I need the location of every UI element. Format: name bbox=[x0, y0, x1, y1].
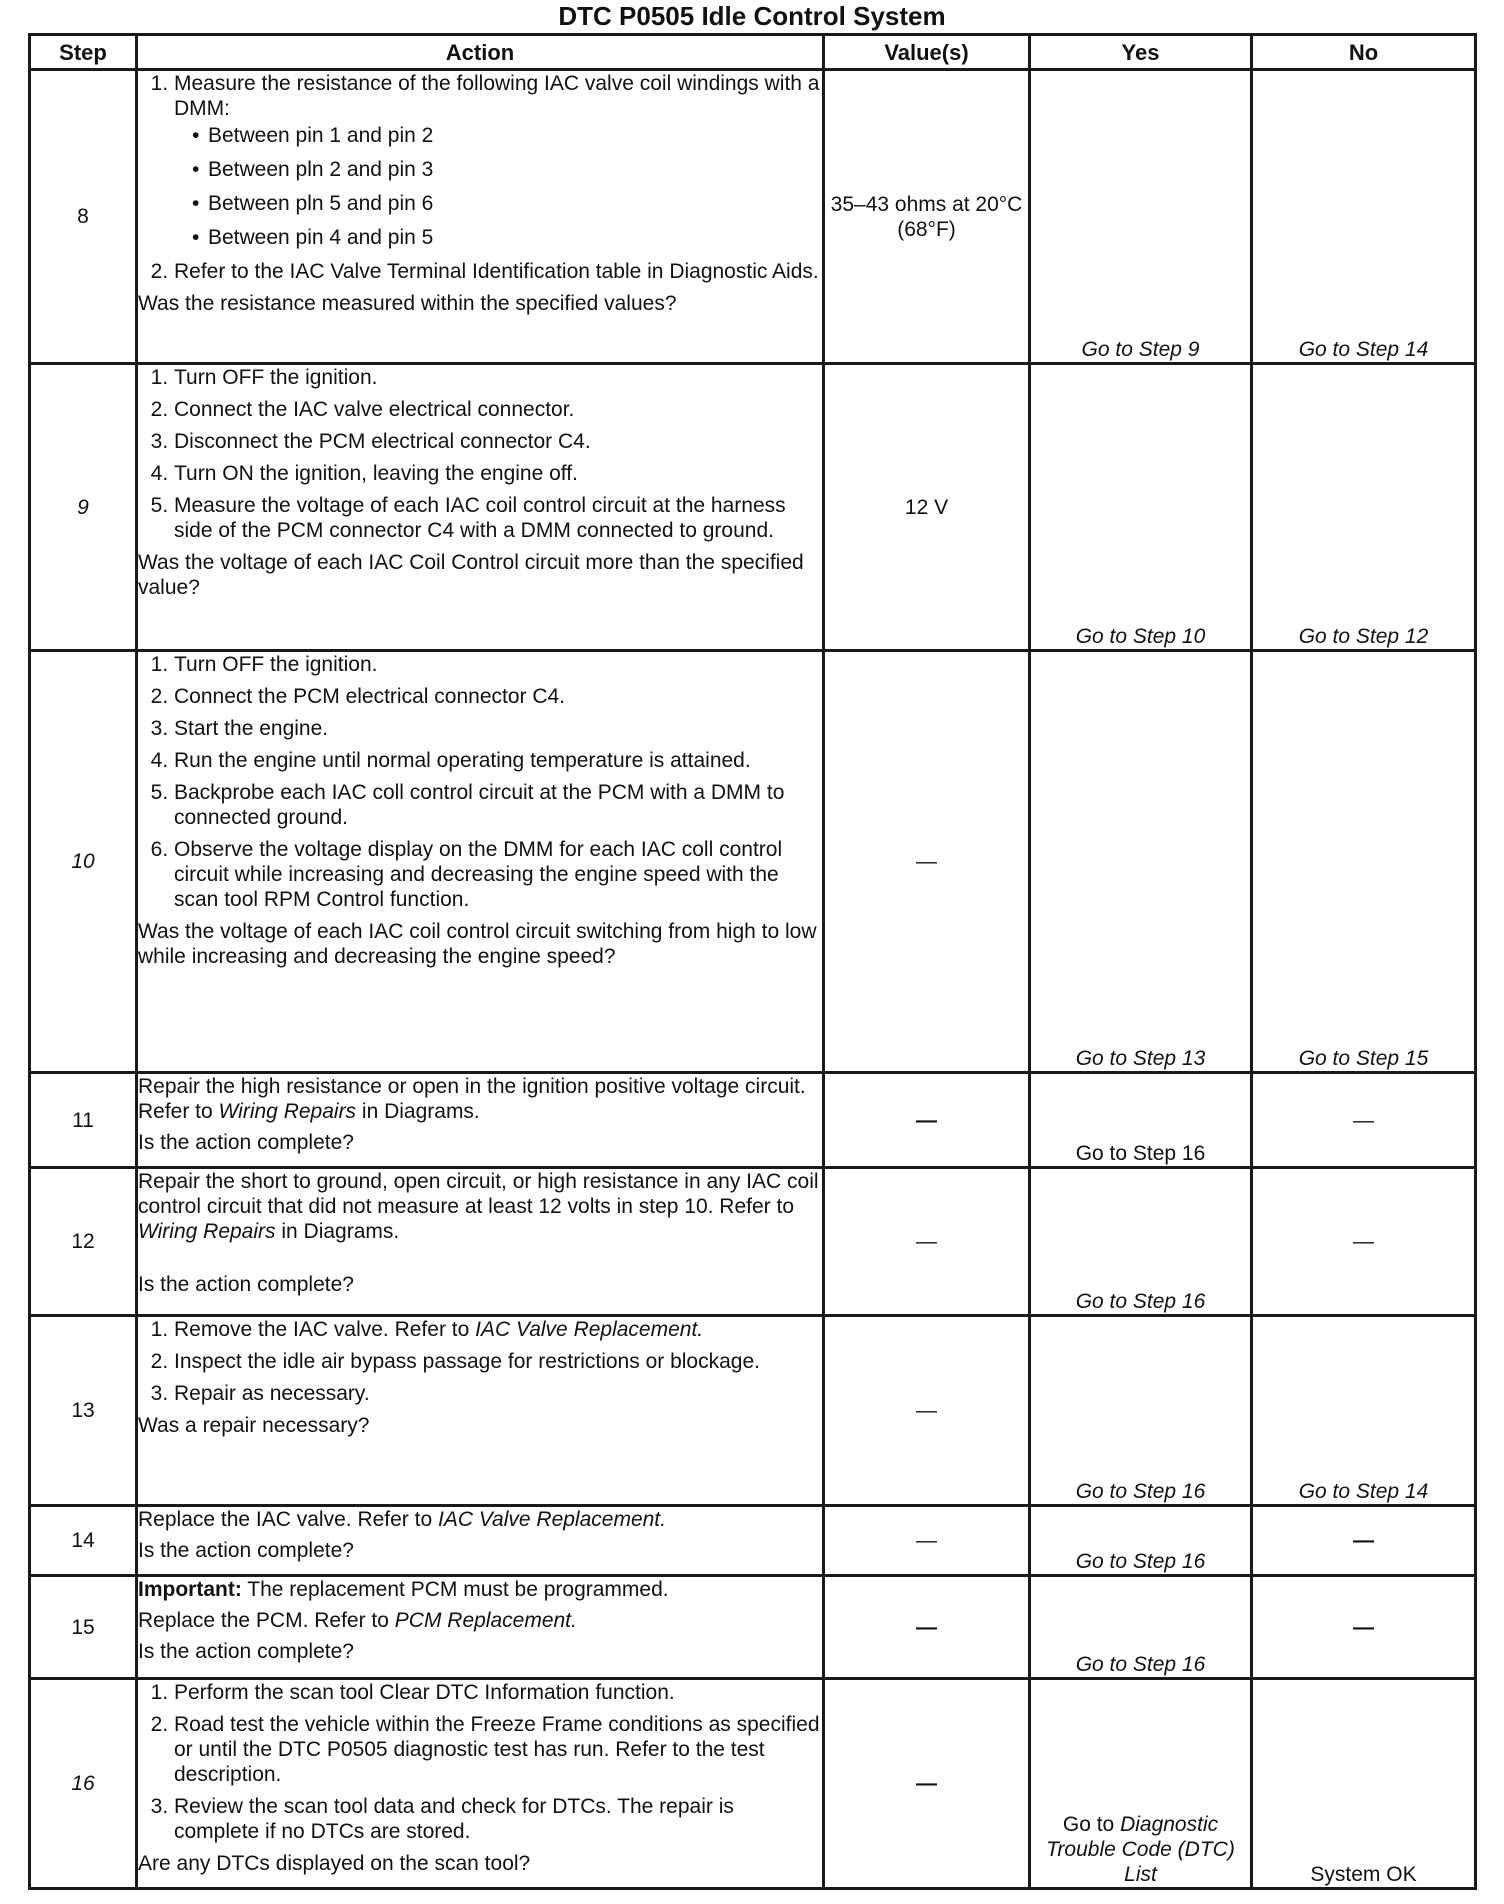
action-item: 4. Run the engine until normal operating temperature is attained. bbox=[174, 748, 822, 773]
value-cell: — bbox=[824, 1679, 1030, 1889]
action-question: Was a repair necessary? bbox=[138, 1414, 370, 1437]
value-cell: — bbox=[824, 1506, 1030, 1576]
step-number: 13 bbox=[30, 1316, 137, 1506]
action-cell bbox=[137, 651, 824, 1073]
table-row bbox=[30, 1316, 1476, 1506]
action-cell: Repair the short to ground, open circuit, or high resistance in any IAC coil control circuit that did not measure at least 12 volts in step 10. Refer to Wiring Repairs in Diagrams. Is the action complete? bbox=[137, 1168, 824, 1316]
no-cell: — bbox=[1252, 1168, 1476, 1316]
action-cell: Repair the high resistance or open in the ignition positive voltage circuit. Refer to Wiring Repairs in Diagrams. Is the action complete? bbox=[137, 1073, 824, 1168]
yes-cell: Go to Step 16 bbox=[1030, 1316, 1252, 1506]
yes-cell: Go to Step 10 bbox=[1030, 364, 1252, 651]
table-row bbox=[30, 364, 1476, 651]
action-question: Is the action complete? bbox=[138, 1273, 354, 1296]
important-note: Important: The replacement PCM must be programmed. bbox=[138, 1578, 669, 1601]
action-item: 1. Turn OFF the ignition. bbox=[174, 365, 822, 390]
action-item: 1. Turn OFF the ignition. bbox=[174, 652, 822, 677]
header-no: No bbox=[1252, 35, 1476, 70]
action-cell: Important: The replacement PCM must be programmed. Replace the PCM. Refer to PCM Replacement. Is the action complete? bbox=[137, 1576, 824, 1679]
action-item: 5. Measure the voltage of each IAC coil control circuit at the harness side of the PCM connector C4 with a DMM connected to ground. bbox=[174, 493, 822, 543]
action-cell bbox=[137, 1316, 824, 1506]
action-cell bbox=[137, 1679, 824, 1889]
action-item: 3. Disconnect the PCM electrical connector C4. bbox=[174, 429, 822, 454]
value-cell: 12 V bbox=[824, 364, 1030, 651]
action-item: 2. Inspect the idle air bypass passage for restrictions or blockage. bbox=[174, 1349, 822, 1374]
action-item: 3. Review the scan tool data and check for DTCs. The repair is complete if no DTCs are stored. bbox=[174, 1794, 822, 1844]
step-number: 16 bbox=[30, 1679, 137, 1889]
action-cell bbox=[137, 70, 824, 364]
action-item: 1. Remove the IAC valve. Refer to IAC Valve Replacement. bbox=[174, 1317, 822, 1342]
action-item: 1. Measure the resistance of the following IAC valve coil windings with a DMM: • Between pin 1 and pin 2 • Between pln 2 and pin 3 • Between pln 5 and pin 6 • Between pin 4 and pin 5 bbox=[174, 71, 822, 250]
yes-cell: Go to Step 16 bbox=[1030, 1073, 1252, 1168]
no-cell: Go to Step 12 bbox=[1252, 364, 1476, 651]
action-cell: Replace the IAC valve. Refer to IAC Valve Replacement. Is the action complete? bbox=[137, 1506, 824, 1576]
step-number: 8 bbox=[30, 70, 137, 364]
header-step: Step bbox=[30, 35, 137, 70]
page-title: DTC P0505 Idle Control System bbox=[558, 1, 946, 31]
action-item: 2. Refer to the IAC Valve Terminal Identification table in Diagnostic Aids. bbox=[174, 259, 822, 284]
value-cell: — bbox=[824, 1168, 1030, 1316]
header-yes: Yes bbox=[1030, 35, 1252, 70]
bullet-item: • Between pin 1 and pin 2 bbox=[192, 123, 822, 148]
value-cell: — bbox=[824, 1316, 1030, 1506]
action-item: 1. Perform the scan tool Clear DTC Information function. bbox=[174, 1680, 822, 1705]
no-cell: — bbox=[1252, 1506, 1476, 1576]
action-question: Was the resistance measured within the specified values? bbox=[138, 292, 677, 315]
step-number: 9 bbox=[30, 364, 137, 651]
table-row bbox=[30, 1679, 1476, 1889]
bullet-item: • Between pln 2 and pin 3 bbox=[192, 157, 822, 182]
table-row bbox=[30, 1073, 1476, 1168]
action-question: Is the action complete? bbox=[138, 1539, 354, 1562]
header-action: Action bbox=[137, 35, 824, 70]
no-cell: System OK bbox=[1252, 1679, 1476, 1889]
action-cell bbox=[137, 364, 824, 651]
action-question: Are any DTCs displayed on the scan tool? bbox=[138, 1852, 531, 1875]
action-item: 5. Backprobe each IAC coll control circuit at the PCM with a DMM to connected ground. bbox=[174, 780, 822, 830]
action-item: 6. Observe the voltage display on the DMM for each IAC coll control circuit while increasing and decreasing the engine speed with the scan tool RPM Control function. bbox=[174, 837, 822, 912]
no-cell: Go to Step 14 bbox=[1252, 1316, 1476, 1506]
action-item: 2. Connect the PCM electrical connector C4. bbox=[174, 684, 822, 709]
no-cell: Go to Step 15 bbox=[1252, 651, 1476, 1073]
value-cell: 35–43 ohms at 20°C (68°F) bbox=[824, 70, 1030, 364]
yes-cell: Go to Step 13 bbox=[1030, 651, 1252, 1073]
step-number: 11 bbox=[30, 1073, 137, 1168]
action-question: Is the action complete? bbox=[138, 1640, 354, 1663]
action-item: 3. Start the engine. bbox=[174, 716, 822, 741]
table-row bbox=[30, 1576, 1476, 1679]
yes-cell: Go to Step 16 bbox=[1030, 1506, 1252, 1576]
no-cell: — bbox=[1252, 1576, 1476, 1679]
no-cell: — bbox=[1252, 1073, 1476, 1168]
step-number: 15 bbox=[30, 1576, 137, 1679]
yes-cell: Go to Step 9 bbox=[1030, 70, 1252, 364]
value-cell: — bbox=[824, 1576, 1030, 1679]
value-cell: — bbox=[824, 651, 1030, 1073]
action-item: 2. Connect the IAC valve electrical connector. bbox=[174, 397, 822, 422]
yes-cell: Go to Step 16 bbox=[1030, 1576, 1252, 1679]
bullet-item: • Between pln 5 and pin 6 bbox=[192, 191, 822, 216]
yes-cell: Go to Diagnostic Trouble Code (DTC) List bbox=[1030, 1679, 1252, 1889]
table-row bbox=[30, 70, 1476, 364]
value-cell: — bbox=[824, 1073, 1030, 1168]
step-number: 10 bbox=[30, 651, 137, 1073]
table-row bbox=[30, 1168, 1476, 1316]
step-number: 12 bbox=[30, 1168, 137, 1316]
header-values: Value(s) bbox=[824, 35, 1030, 70]
action-item: 2. Road test the vehicle within the Freeze Frame conditions as specified or until the DTC P0505 diagnostic test has run. Refer to the test description. bbox=[174, 1712, 822, 1787]
diagnostic-table bbox=[28, 33, 1477, 1890]
header-row bbox=[30, 35, 1476, 70]
action-item: 3. Repair as necessary. bbox=[174, 1381, 822, 1406]
yes-cell: Go to Step 16 bbox=[1030, 1168, 1252, 1316]
table-row bbox=[30, 1506, 1476, 1576]
action-question: Is the action complete? bbox=[138, 1131, 354, 1154]
step-number: 14 bbox=[30, 1506, 137, 1576]
action-item: 4. Turn ON the ignition, leaving the engine off. bbox=[174, 461, 822, 486]
action-question: Was the voltage of each IAC coil control circuit switching from high to low while increasing and decreasing the engine speed? bbox=[138, 920, 817, 968]
bullet-item: • Between pin 4 and pin 5 bbox=[192, 225, 822, 250]
action-question: Was the voltage of each IAC Coil Control circuit more than the specified value? bbox=[138, 551, 804, 599]
no-cell: Go to Step 14 bbox=[1252, 70, 1476, 364]
table-row bbox=[30, 651, 1476, 1073]
